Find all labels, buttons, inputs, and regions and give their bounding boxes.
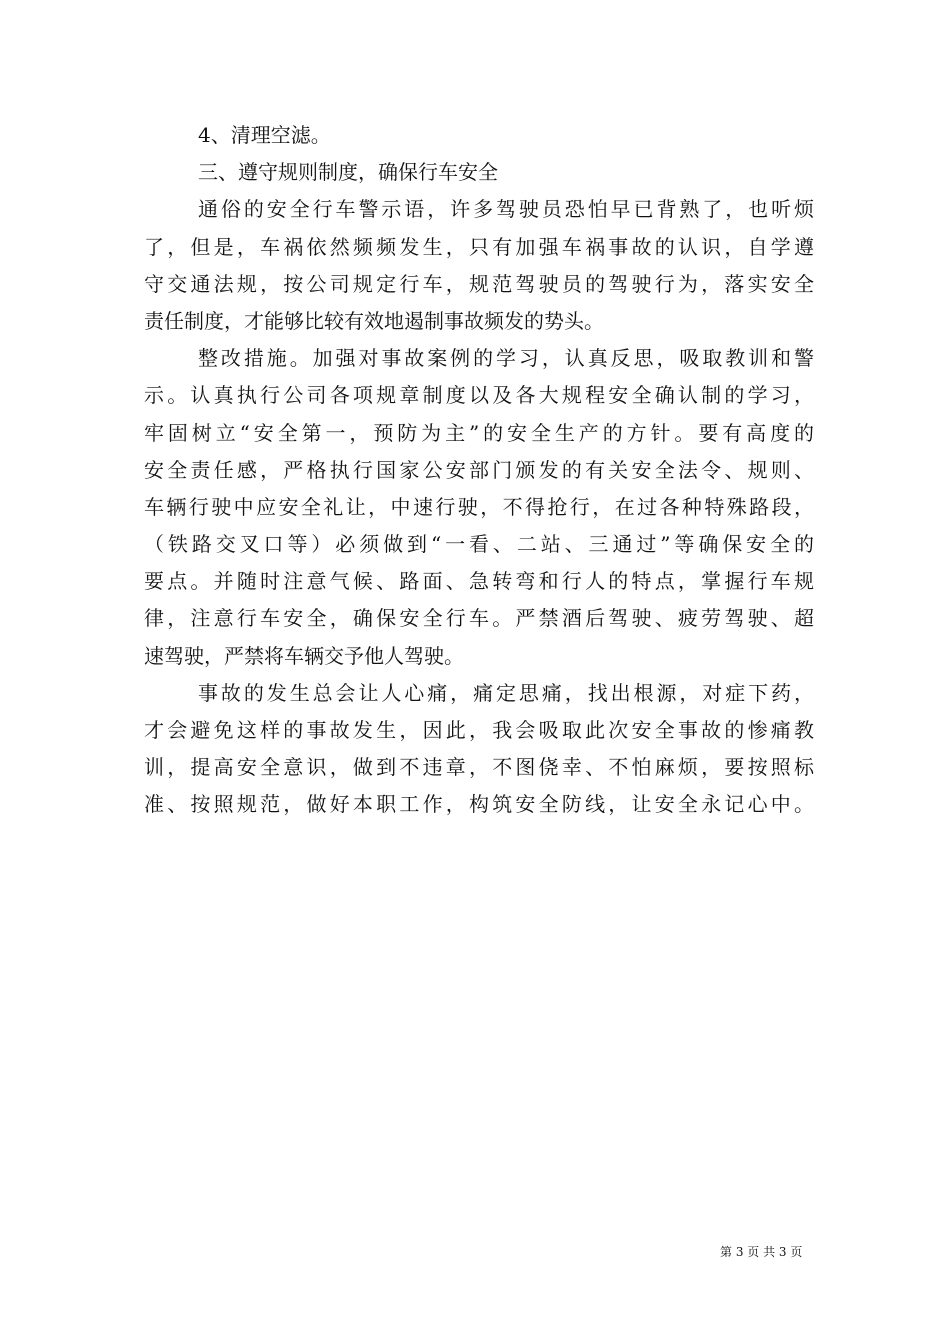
text-line: 事故的发生总会让人心痛，痛定思痛，找出根源，对症下药， bbox=[198, 680, 814, 705]
text-line: 整改措施。加强对事故案例的学习，认真反思，吸取教训和警 bbox=[198, 346, 814, 371]
text-line: 通俗的安全行车警示语，许多驾驶员恐怕早已背熟了，也听烦 bbox=[198, 197, 814, 222]
text-line: 4、清理空滤。 bbox=[198, 123, 331, 147]
text-line: 了，但是，车祸依然频频发生，只有加强车祸事故的认识，自学遵 bbox=[144, 234, 814, 259]
text-line: 才会避免这样的事故发生，因此，我会吸取此次安全事故的惨痛教 bbox=[144, 718, 814, 742]
text-line: （铁路交叉口等）必须做到“一看、二站、三通过”等确保安全的 bbox=[144, 532, 814, 557]
text-line: 律，注意行车安全，确保安全行车。严禁酒后驾驶、疲劳驾驶、超 bbox=[144, 606, 814, 631]
text-line: 车辆行驶中应安全礼让，中速行驶，不得抢行，在过各种特殊路段， bbox=[144, 494, 814, 519]
text-line: 要点。并随时注意气候、路面、急转弯和行人的特点，掌握行车规 bbox=[144, 569, 814, 594]
text-line: 安全责任感，严格执行国家公安部门颁发的有关安全法令、规则、 bbox=[144, 457, 814, 482]
text-line: 三、遵守规则制度，确保行车安全 bbox=[198, 160, 498, 185]
text-line: 守交通法规，按公司规定行车，规范驾驶员的驾驶行为，落实安全 bbox=[144, 271, 814, 296]
text-line: 示。认真执行公司各项规章制度以及各大规程安全确认制的学习， bbox=[144, 383, 814, 408]
text-line: 牢固树立“安全第一，预防为主”的安全生产的方针。要有高度的 bbox=[144, 420, 814, 445]
text-line: 责任制度，才能够比较有效地遏制事故频发的势头。 bbox=[144, 308, 604, 333]
text-line: 准、按照规范，做好本职工作，构筑安全防线，让安全永记心中。 bbox=[144, 792, 814, 817]
text-line: 训，提高安全意识，做到不违章，不图侥幸、不怕麻烦，要按照标 bbox=[144, 755, 814, 780]
document-body bbox=[144, 117, 814, 824]
page-number-footer: 第 3 页 共 3 页 bbox=[720, 1245, 803, 1259]
text-line: 速驾驶，严禁将车辆交予他人驾驶。 bbox=[144, 643, 464, 668]
